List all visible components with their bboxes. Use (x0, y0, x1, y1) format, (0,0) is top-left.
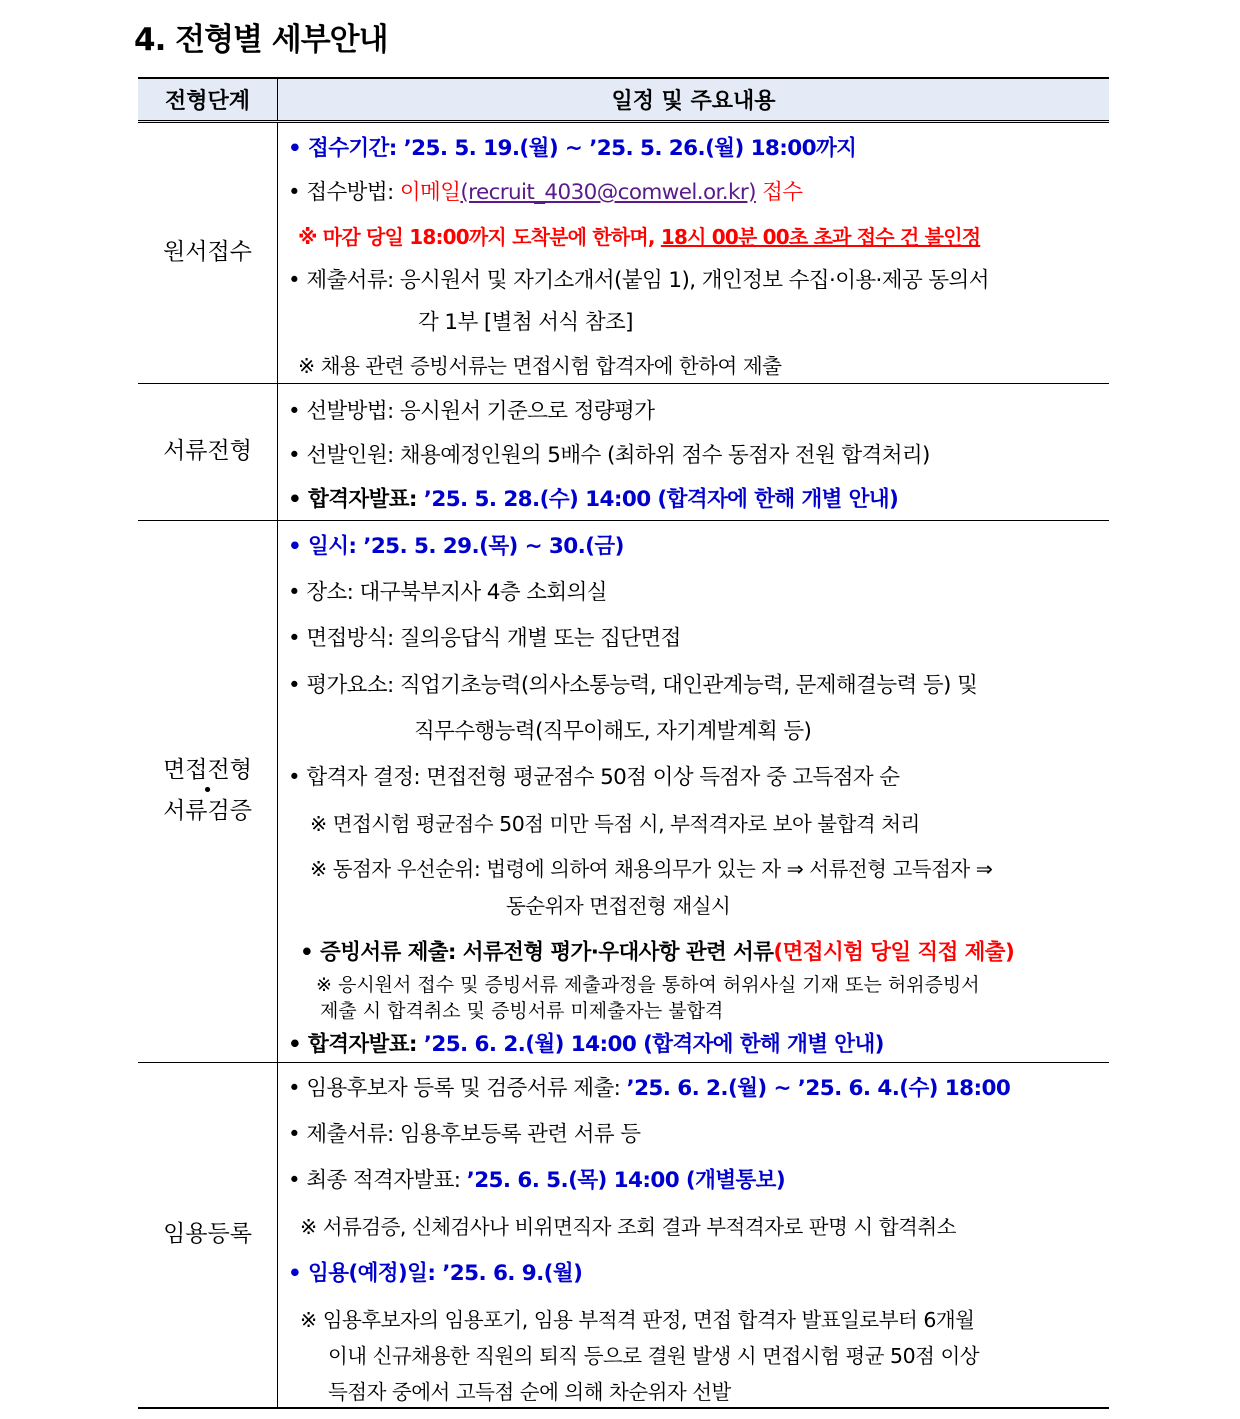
row-document (138, 384, 1109, 521)
document-announcement-label: • 합격자발표: (288, 487, 424, 512)
deadline-note-b: 18시 00분 00초 초과 접수 건 불인정 (660, 225, 981, 249)
application-email-link[interactable]: (recruit_4030@comwel.or.kr) (460, 180, 756, 205)
interview-method: • 면접방식: 질의응답식 개별 또는 집단면접 (288, 626, 681, 651)
final-announcement-date: ’25. 6. 5.(목) 14:00 (개별통보) (466, 1168, 786, 1193)
stage-interview-dot: • (202, 780, 213, 802)
stage-interview (138, 521, 278, 1063)
row-interview (138, 521, 1109, 1063)
registration-docs: • 제출서류: 임용후보등록 관련 서류 등 (288, 1122, 641, 1147)
stage-interview-a: 면접전형 (163, 757, 252, 784)
row-application (138, 122, 1109, 384)
document-announcement-date: ’25. 5. 28.(수) 14:00 (합격자에 한해 개별 안내) (423, 487, 899, 512)
interview-criteria: • 평가요소: 직업기초능력(의사소통능력, 대인관계능력, 문제해결능력 등) 및 (288, 673, 978, 698)
tie-priority-note: ※ 동점자 우선순위: 법령에 의하여 채용의무가 있는 자 ⇒ 서류전형 고득점자 ⇒ (310, 857, 993, 881)
content-document (278, 384, 1110, 521)
candidate-registration (288, 1071, 1010, 1102)
header-content: 일정 및 주요내용 (278, 78, 1110, 122)
false-info-note-cont: 제출 시 합격취소 및 증빙서류 미제출자는 불합격 (320, 1000, 724, 1022)
document-count: • 선발인원: 채용예정인원의 5배수 (최하위 점수 동점자 전원 합격처리) (288, 443, 930, 468)
candidate-registration-label: • 임용후보자 등록 및 검증서류 제출: (288, 1076, 627, 1101)
application-method-email-label: 이메일 (399, 180, 461, 205)
content-appointment (278, 1063, 1110, 1409)
application-method (288, 175, 802, 206)
interview-date: • 일시: ’25. 5. 29.(목) ~ 30.(금) (288, 534, 624, 559)
section-title: 4. 전형별 세부안내 (134, 22, 388, 58)
stage-document: 서류전형 (138, 384, 278, 521)
header-stage: 전형단계 (138, 78, 278, 122)
stage-interview-b: 서류검증 (163, 797, 252, 824)
selection-table (138, 77, 1109, 1409)
content-application (278, 122, 1110, 384)
evidence-submission-b: (면접시험 당일 직접 제출) (773, 940, 1015, 965)
false-info-note: ※ 응시원서 접수 및 증빙서류 제출과정을 통하여 허위사실 기재 또는 허위증빙서 (316, 974, 980, 996)
pass-decision: • 합격자 결정: 면접전형 평균점수 50점 이상 득점자 중 고득점자 순 (288, 765, 900, 790)
application-method-suffix: 접수 (755, 180, 803, 205)
deadline-note (298, 221, 980, 250)
interview-announcement-label: • 합격자발표: (288, 1032, 424, 1057)
tie-priority-note-cont: 동순위자 면접전형 재실시 (506, 894, 731, 918)
document-method: • 선발방법: 응시원서 기준으로 정량평가 (288, 399, 655, 424)
evidence-note: ※ 채용 관련 증빙서류는 면접시험 합격자에 한하여 제출 (298, 354, 782, 378)
stage-application: 원서접수 (138, 122, 278, 384)
reserve-note-cont1: 이내 신규채용한 직원의 퇴직 등으로 결원 발생 시 면접시험 평균 50점 이상 (328, 1344, 980, 1368)
interview-criteria-cont: 직무수행능력(직무이해도, 자기계발계획 등) (414, 719, 812, 744)
interview-announcement (288, 1027, 884, 1058)
application-period: • 접수기간: ’25. 5. 19.(월) ~ ’25. 5. 26.(월) 18:00까지 (288, 136, 857, 161)
final-announcement-label: • 최종 적격자발표: (288, 1168, 467, 1193)
submission-docs-cont: 각 1부 [별첨 서식 참조] (418, 310, 633, 335)
stage-appointment: 임용등록 (138, 1063, 278, 1409)
interview-place: • 장소: 대구북부지사 4층 소회의실 (288, 580, 607, 605)
reserve-note-cont2: 득점자 중에서 고득점 순에 의해 차순위자 선발 (328, 1380, 731, 1404)
evidence-submission-a: • 증빙서류 제출: 서류전형 평가·우대사항 관련 서류 (300, 940, 774, 965)
appointment-date: • 임용(예정)일: ’25. 6. 9.(월) (288, 1261, 583, 1286)
row-appointment (138, 1063, 1109, 1409)
document-announcement (288, 482, 898, 513)
interview-announcement-date: ’25. 6. 2.(월) 14:00 (합격자에 한해 개별 안내) (423, 1032, 884, 1057)
submission-docs: • 제출서류: 응시원서 및 자기소개서(붙임 1), 개인정보 수집·이용·제공 동의서 (288, 268, 989, 293)
application-method-label: • 접수방법: (288, 180, 400, 205)
table-header (138, 78, 1109, 122)
cancel-note: ※ 서류검증, 신체검사나 비위면직자 조회 결과 부적격자로 판명 시 합격취소 (300, 1215, 956, 1239)
deadline-note-a: ※ 마감 당일 18:00까지 도착분에 한하며, (298, 225, 661, 249)
fail-note: ※ 면접시험 평균점수 50점 미만 득점 시, 부적격자로 보아 불합격 처리 (310, 812, 920, 836)
final-announcement (288, 1163, 785, 1194)
candidate-registration-date: ’25. 6. 2.(월) ~ ’25. 6. 4.(수) 18:00 (626, 1076, 1011, 1101)
content-interview (278, 521, 1110, 1063)
evidence-submission (300, 935, 1014, 966)
reserve-note: ※ 임용후보자의 임용포기, 임용 부적격 판정, 면접 합격자 발표일로부터 6개월 (300, 1308, 975, 1332)
